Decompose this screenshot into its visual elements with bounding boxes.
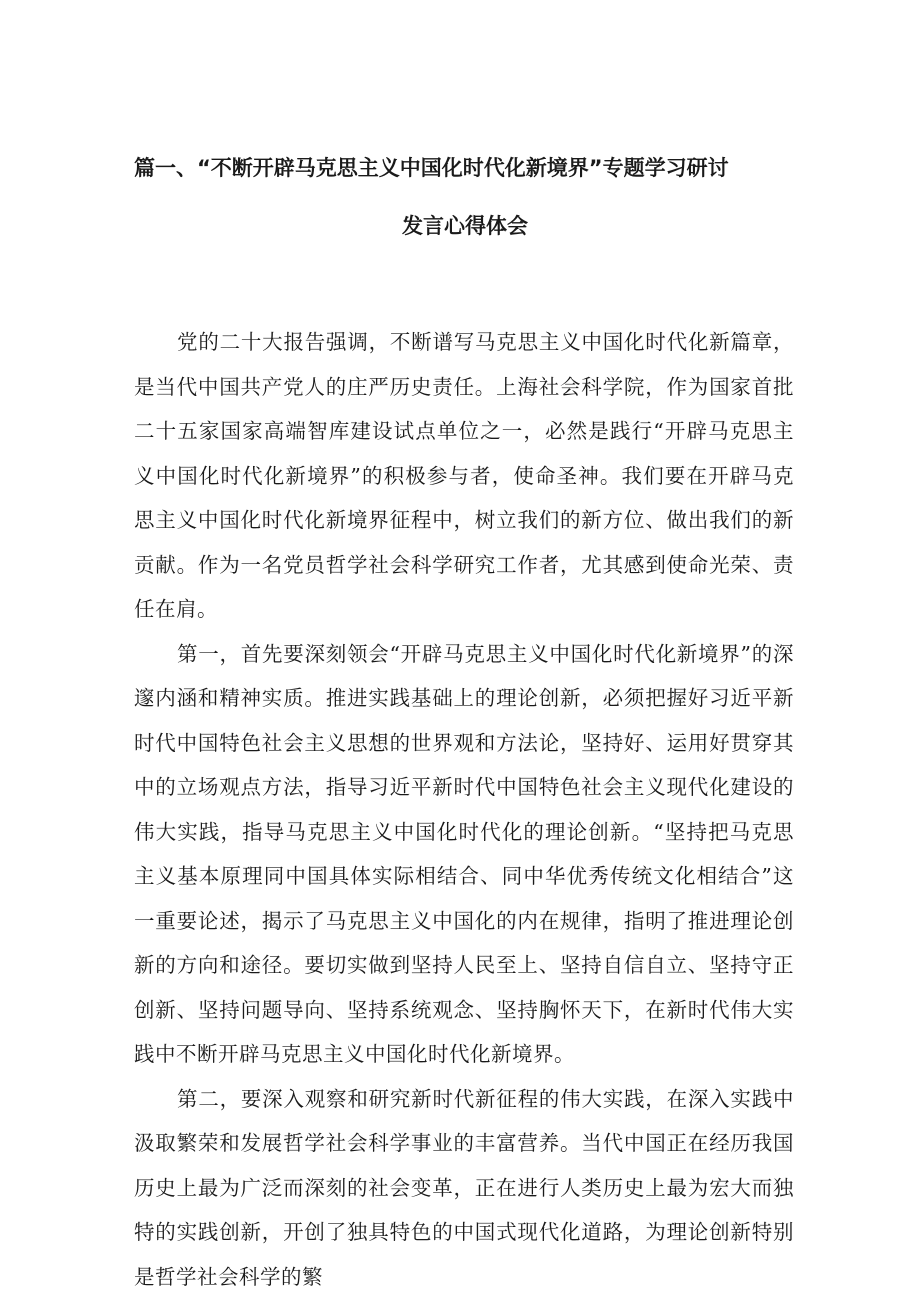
document-title-line-2: 发言心得体会: [402, 214, 528, 238]
paragraph-1: 党的二十大报告强调，不断谱写马克思主义中国化时代化新篇章，是当代中国共产党人的庄严历史责任。上海社会科学院，作为国家首批二十五家国家高端智库建设试点单位之一，必然是践行“开辟马克思主义中国化时代化新境界”的积极参与者，使命圣神。我们要在开辟马克思主义中国化时代化新境界征程中，树立我们的新方位、做出我们的新贡献。作为一名党员哲学社会科学研究工作者，尤其感到使命光荣、责任在肩。: [134, 330, 794, 621]
paragraph-2: 第一，首先要深刻领会“开辟马克思主义中国化时代化新境界”的深邃内涵和精神实质。推进实践基础上的理论创新，必须把握好习近平新时代中国特色社会主义思想的世界观和方法论，坚持好、运用好贯穿其中的立场观点方法，指导习近平新时代中国特色社会主义现代化建设的伟大实践，指导马克思主义中国化时代化的理论创新。“坚持把马克思主义基本原理同中国具体实际相结合、同中华优秀传统文化相结合”这一重要论述，揭示了马克思主义中国化的内在规律，指明了推进理论创新的方向和途径。要切实做到坚持人民至上、坚持自信自立、坚持守正创新、坚持问题导向、坚持系统观念、坚持胸怀天下，在新时代伟大实践中不断开辟马克思主义中国化时代化新境界。: [134, 641, 794, 1066]
document-title-line-1: 篇一、“不断开辟马克思主义中国化时代化新境界”专题学习研讨: [134, 156, 729, 180]
document-body: [134, 320, 794, 1299]
paragraph-3: 第二，要深入观察和研究新时代新征程的伟大实践，在深入实践中汲取繁荣和发展哲学社会科学事业的丰富营养。当代中国正在经历我国历史上最为广泛而深刻的社会变革，正在进行人类历史上最为宏大而独特的实践创新，开创了独具特色的中国式现代化道路，为理论创新特别是哲学社会科学的繁: [134, 1086, 794, 1289]
